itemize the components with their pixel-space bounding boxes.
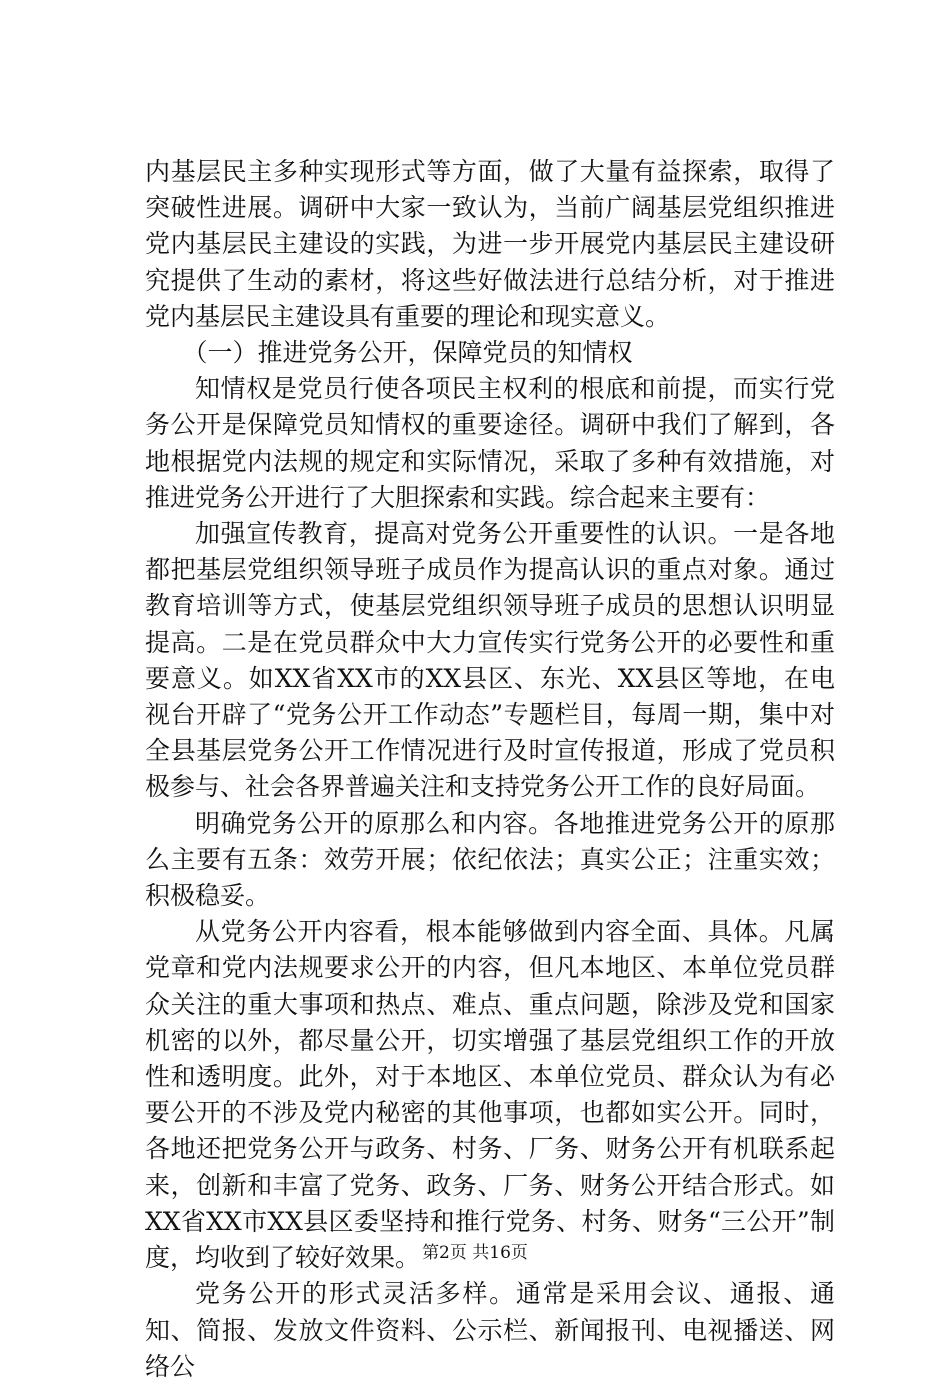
document-body (145, 154, 835, 1385)
paragraph: 党务公开的形式灵活多样。通常是采用会议、通报、通知、简报、发放文件资料、公示栏、新闻报刊、电视播送、网络公 (145, 1279, 835, 1381)
page-number-label: 第2页 共16页 (422, 1243, 528, 1263)
paragraph: 加强宣传教育，提高对党务公开重要性的认识。一是各地都把基层党组织领导班子成员作为提高认识的重点对象。通过教育培训等方式，使基层党组织领导班子成员的思想认识明显提高。二是在党员群众中大力宣传实行党务公开的必要性和重要意义。如XX省XX市的XX县区、东光、XX县区等地，在电视台开辟了“党务公开工作动态”专题栏目，每周一期，集中对全县基层党务公开工作情况进行及时宣传报道，形成了党员积极参与、社会各界普遍关注和支持党务公开工作的良好局面。 (145, 519, 835, 802)
section-heading: （一）推进党务公开，保障党员的知情权 (182, 338, 633, 368)
paragraph: 明确党务公开的原那么和内容。各地推进党务公开的原那么主要有五条：效劳开展；依纪依法；真实公正；注重实效；积极稳妥。 (145, 808, 835, 911)
page-footer (0, 1238, 950, 1263)
paragraph: 知情权是党员行使各项民主权利的根底和前提，而实行党务公开是保障党员知情权的重要途径。调研中我们了解到，各地根据党内法规的规定和实际情况，采取了多种有效措施，对推进党务公开进行了大胆探索和实践。综合起来主要有： (145, 374, 835, 512)
paragraph: 从党务公开内容看，根本能够做到内容全面、具体。凡属党章和党内法规要求公开的内容，但凡本地区、本单位党员群众关注的重大事项和热点、难点、重点问题，除涉及党和国家机密的以外，都尽量公开，切实增强了基层党组织工作的开放性和透明度。此外，对于本地区、本单位党员、群众认为有必要公开的不涉及党内秘密的其他事项，也都如实公开。同时，各地还把党务公开与政务、村务、厂务、财务公开有机联系起来，创新和丰富了党务、政务、厂务、财务公开结合形式。如XX省XX市XX县区委坚持和推行党务、村务、财务“三公开”制度，均收到了较好效果。 (145, 917, 835, 1273)
paragraph-continuation: 内基层民主多种实现形式等方面，做了大量有益探索，取得了突破性进展。调研中大家一致认为，当前广阔基层党组织推进党内基层民主建设的实践，为进一步开展党内基层民主建设研究提供了生动的素材，将这些好做法进行总结分析，对于推进党内基层民主建设具有重要的理论和现实意义。 (145, 157, 835, 331)
